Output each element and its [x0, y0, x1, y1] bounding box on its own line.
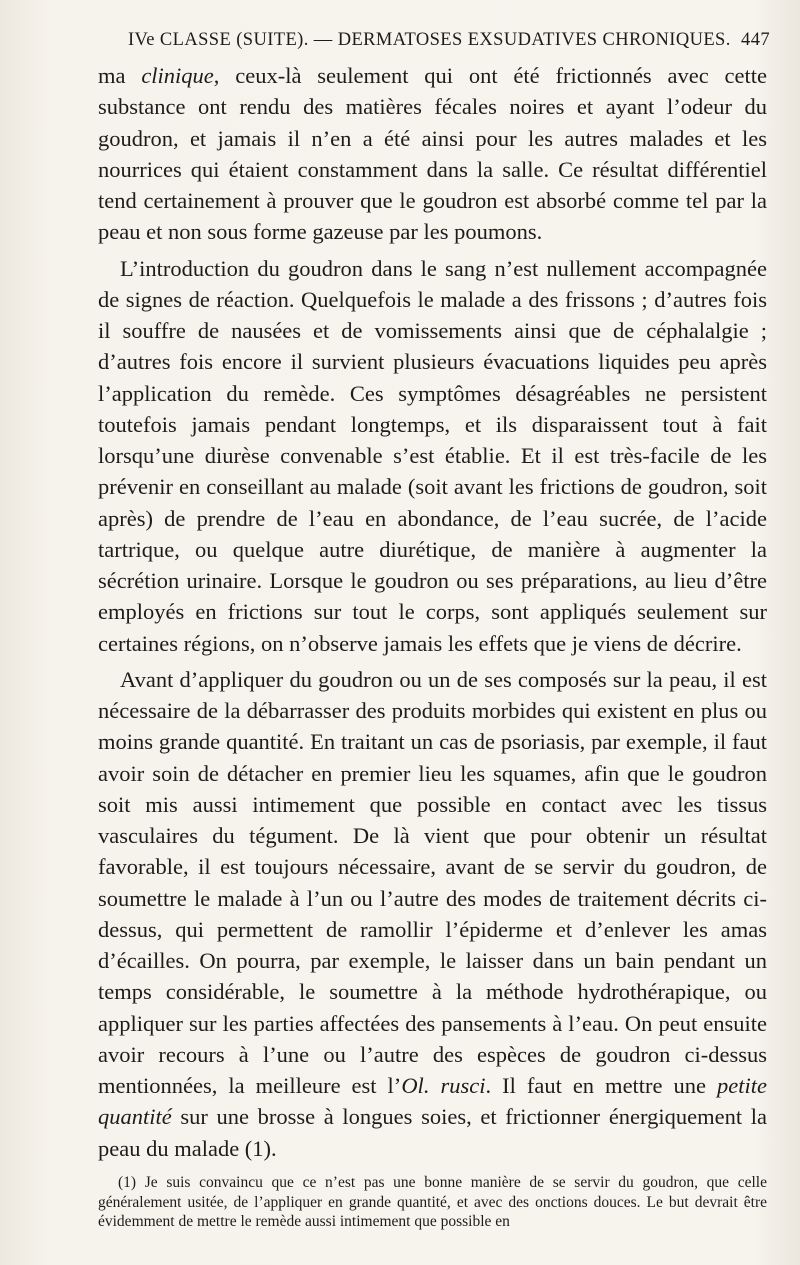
running-title: IVe CLASSE (SUITE). — DERMATOSES EXSUDATIVES CHRONIQUES.	[128, 30, 731, 50]
footnote	[98, 1173, 767, 1232]
text-run: L’introduction du goudron dans le sang n’est nullement accompagnée de signes de réaction. Quelquefois le malade a des frissons ; d’autres fois il souffre de nausées et de vomissements ainsi que de céphalalgie ; d’autres fois encore il survient plusieurs évacuations liquides peu après l’application du remède. Ces symptômes désagréables ne persistent toutefois jamais pendant longtemps, et ils disparaissent tout à fait lorsqu’une diurèse convenable s’est établie. Et il est très-facile de les prévenir en conseillant au malade (soit avant les frictions de goudron, soit après) de prendre de l’eau en abondance, de l’eau sucrée, de l’acide tartrique, ou quelque autre diurétique, de manière à augmenter la sécrétion urinaire. Lorsque le goudron ou ses préparations, au lieu d’être employés en frictions sur tout le corps, sont appliqués seulement sur certaines régions, on n’observe jamais les effets que je viens de décrire.	[98, 255, 767, 656]
running-header	[128, 30, 770, 56]
body-text	[98, 60, 767, 1164]
paragraph	[98, 664, 767, 1164]
text-run: ma	[98, 63, 142, 88]
text-run: , ceux-là seulement qui ont été frictionnés avec cette substance ont rendu des matières fécales noires et ayant l’odeur du goudron, et jamais il n’en a été ainsi pour les autres malades et les nourrices qui étaient constamment dans la salle. Ce résultat différentiel tend certainement à prouver que le goudron est absorbé comme tel par la peau et non sous forme gazeuse par les poumons.	[98, 63, 767, 245]
text-run: Avant d’appliquer du goudron ou un de ses composés sur la peau, il est nécessaire de la débarrasser des produits morbides qui existent en plus ou moins grande quantité. En traitant un cas de psoriasis, par exemple, il faut avoir soin de détacher en premier lieu les squames, afin que le goudron soit mis aussi intimement que possible en contact avec les tissus vasculaires du tégument. De là vient que pour obtenir un résultat favorable, il est toujours nécessaire, avant de se servir du goudron, de soumettre le malade à l’un ou l’autre des modes de traitement décrits ci-dessus, qui permettent de ramollir l’épiderme et d’enlever les amas d’écailles. On pourra, par exemple, le laisser dans un bain pendant un temps considérable, le soumettre à la méthode hydrothérapique, ou appliquer sur les parties affectées des pansements à l’eau. On peut ensuite avoir recours à l’une ou l’autre des espèces de goudron ci-dessus mentionnées, la meilleure est l’	[98, 666, 767, 1098]
paragraph	[98, 253, 767, 659]
page-number: 447	[741, 30, 770, 50]
italic-text: clinique	[141, 63, 214, 88]
text-run: sur une brosse à longues soies, et frictionner énergiquement la peau du malade (1).	[98, 1104, 767, 1161]
italic-text: petite quantité	[98, 1073, 768, 1130]
italic-text: Ol. rusci	[401, 1073, 486, 1098]
paragraph	[98, 60, 767, 248]
text-run: . Il faut en mettre une	[485, 1073, 718, 1098]
footnote-text: (1) Je suis convaincu que ce n’est pas une bonne manière de se servir du goudron, que celle généralement usitée, de l’appliquer en grande quantité, et avec des onctions douces. Le but devrait être évidemment de mettre le remède aussi intimement que possible en	[98, 1174, 767, 1230]
